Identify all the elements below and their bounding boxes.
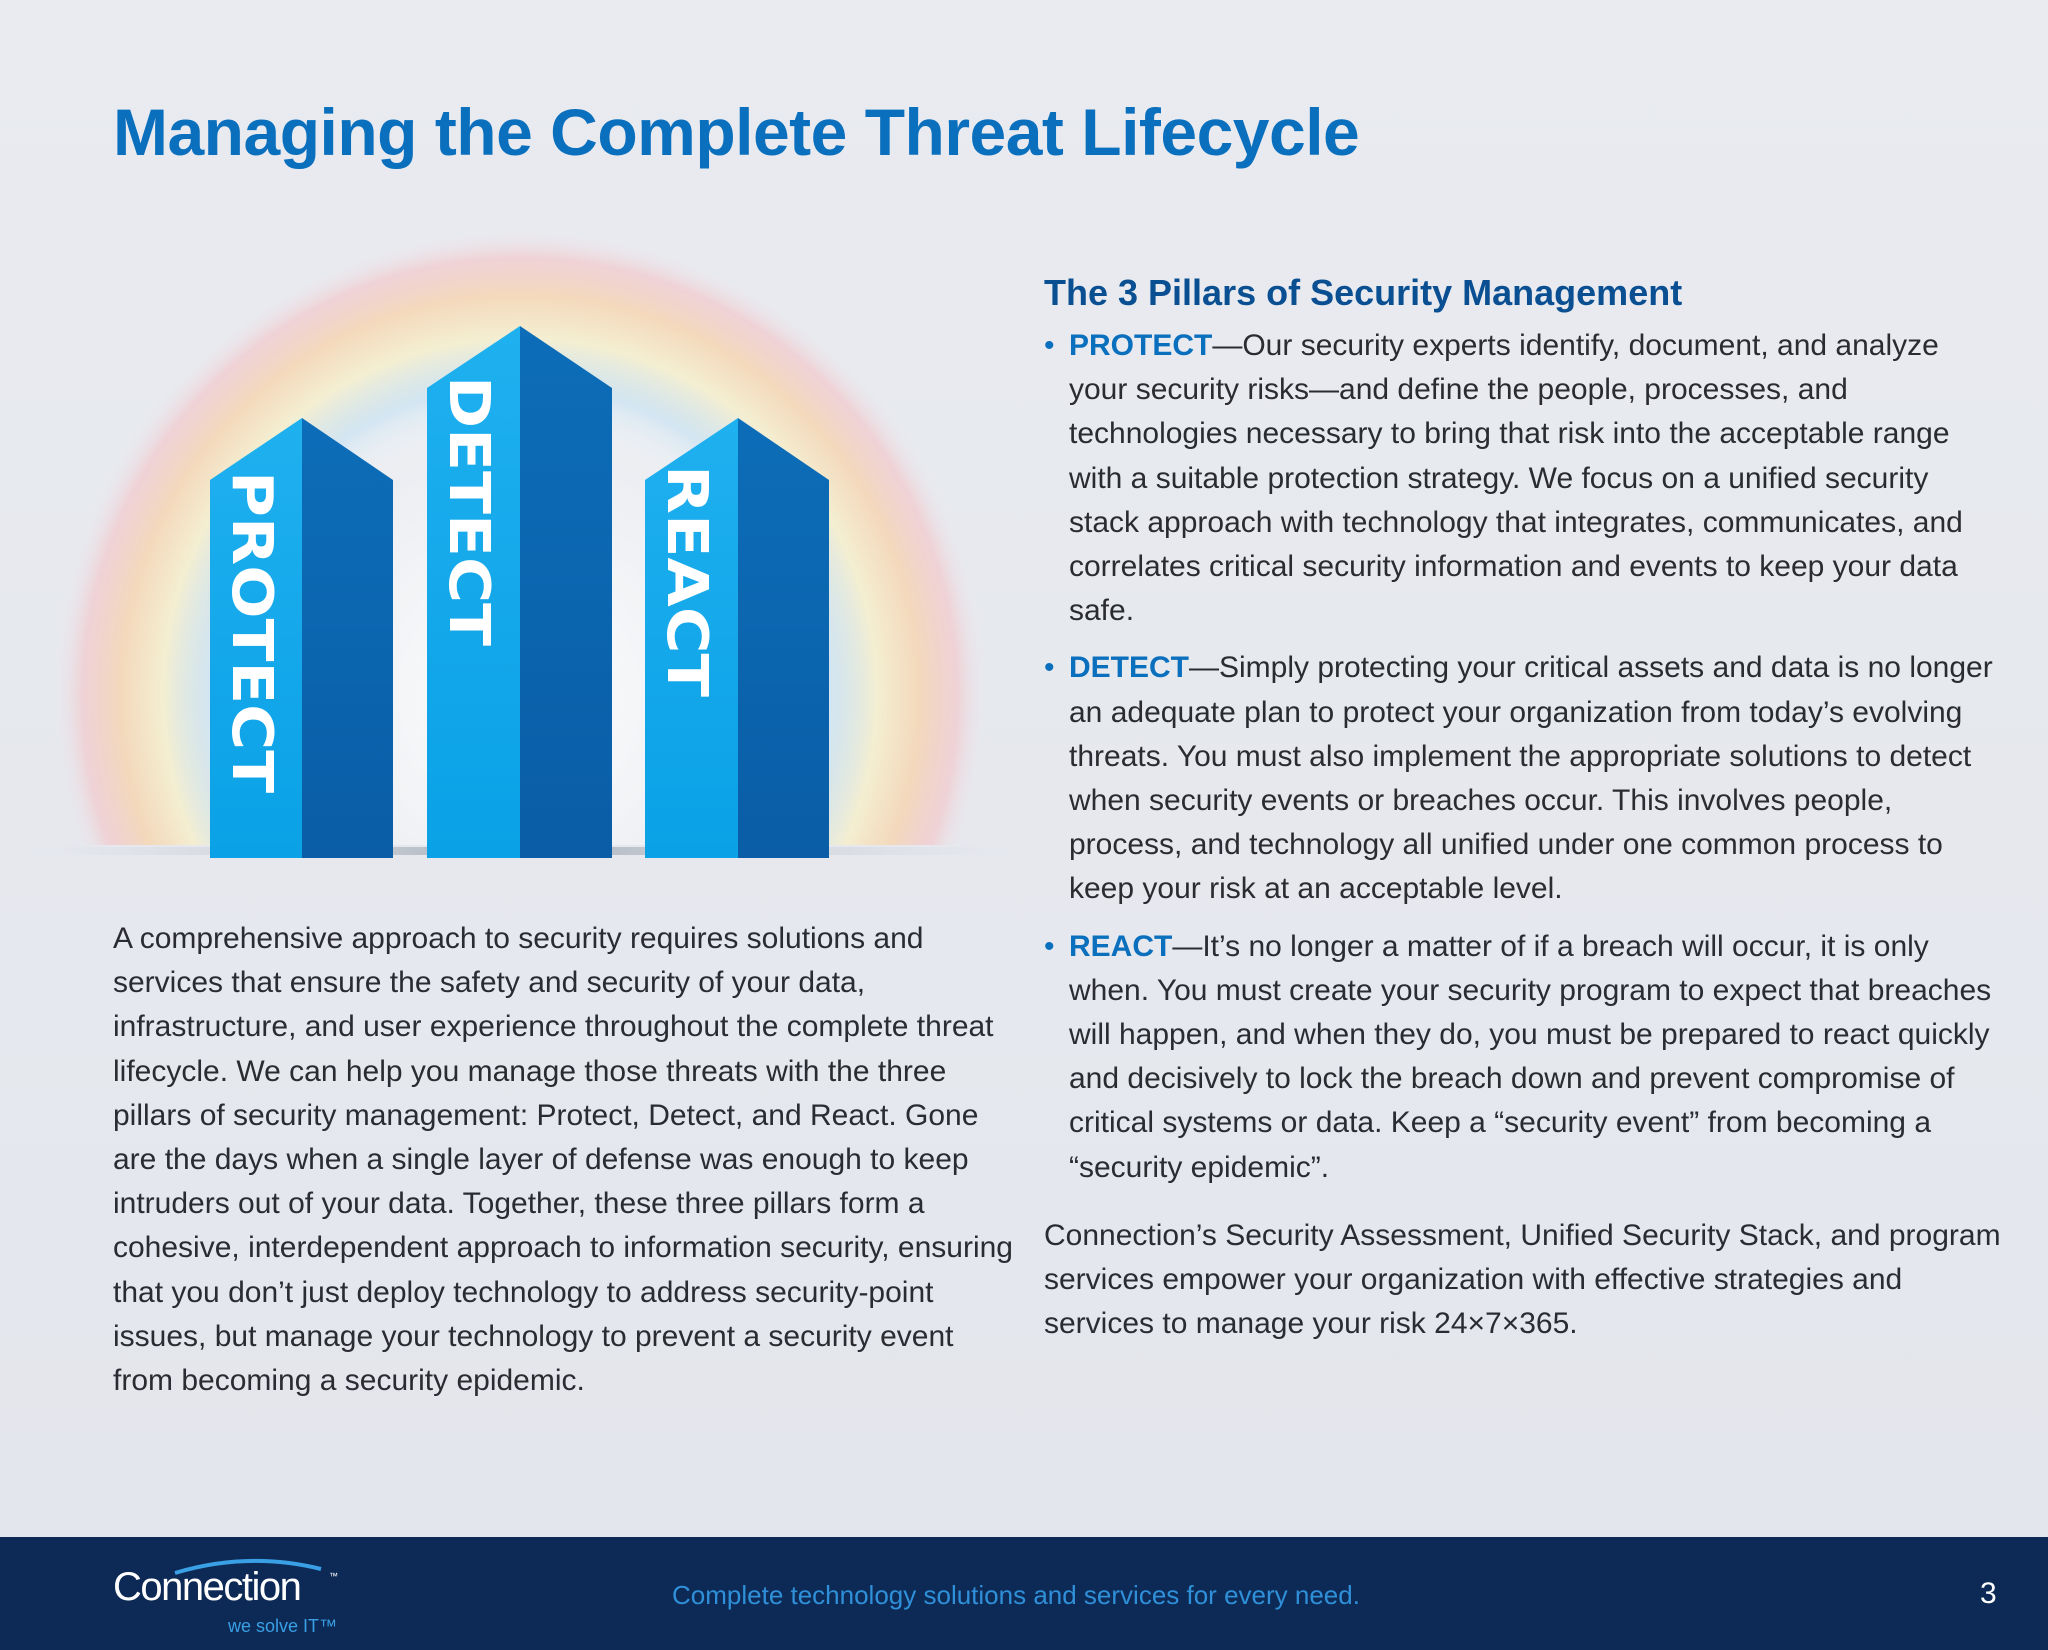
- pillar-react: [645, 418, 829, 858]
- pillar-name: REACT: [1069, 929, 1173, 963]
- logo-wordmark: Connection: [113, 1565, 301, 1609]
- footer-bar: [0, 1537, 2048, 1650]
- bullet-icon: •: [1044, 329, 1055, 362]
- page-number: 3: [1980, 1577, 1997, 1610]
- pillar-detect: [427, 326, 612, 858]
- pillars-heading: The 3 Pillars of Security Management: [1044, 272, 1683, 313]
- bullet-icon: •: [1044, 651, 1055, 685]
- logo-tagline: we solve IT™: [228, 1616, 338, 1636]
- intro-paragraph: A comprehensive approach to security requires solutions and services that ensure the safety and security of your data, infrastructure, and user experience throughout the complete threat lifecycle. We can help you manage those threats with the three pillars of security management: Protect, Detect, and React. Gone are the days when a single layer of defense was enough to keep intruders out of your data. Together, these three pillars form a cohesive, interdependent approach to information security, ensuring that you don’t just deploy technology to address security-point issues, but manage your technology to prevent a security event from becoming a security epidemic.: [113, 922, 1013, 1398]
- closing-paragraph: Connection’s Security Assessment, Unified Security Stack, and program services empower your organization with effective strategies and services to manage your risk 24×7×365.: [1044, 1218, 2001, 1341]
- pillar-item-react: [1044, 925, 2004, 1190]
- pillar-item-detect: [1044, 646, 2004, 911]
- logo-trademark: ™: [329, 1571, 338, 1581]
- pillar-protect-label: PROTECT: [219, 471, 284, 759]
- pillar-description: —Our security experts identify, document, and analyze your security risks—and define the people, processes, and technologies necessary to bring that risk into the acceptable range with a suitable protection strategy. We focus on a unified security stack approach with technology that integrates, communicates, and correlates critical security information and events to keep your data safe.: [1069, 329, 1963, 628]
- pillar-description: —It’s no longer a matter of if a breach will occur, it is only when. You must create your security program to expect that breaches will happen, and when they do, you must be prepared to react quickly and decisively to lock the breach down and prevent compromise of critical systems or data. Keep a “security event” from becoming a “security epidemic”.: [1069, 929, 1992, 1184]
- three-pillars-illustration: [20, 225, 1020, 885]
- connection-logo[interactable]: [113, 1565, 363, 1640]
- pillars-section: [1044, 272, 2004, 1346]
- footer-tagline: Complete technology solutions and services for every need.: [672, 1580, 1360, 1610]
- pillar-react-label: REACT: [654, 465, 719, 670]
- page-title: Managing the Complete Threat Lifecycle: [113, 95, 1360, 169]
- pillar-detect-label: DETECT: [436, 376, 501, 617]
- pillars-list: [1044, 324, 2004, 1190]
- pillar-name: DETECT: [1069, 651, 1189, 685]
- pillar-item-protect: [1044, 324, 2004, 633]
- bullet-icon: •: [1044, 929, 1055, 963]
- pillar-protect: [210, 418, 393, 858]
- pillar-description: —Simply protecting your critical assets and data is no longer an adequate plan to protect your organization from today’s evolving threats. You must also implement the appropriate solutions to detect when security events or breaches occur. This involves people, process, and technology all unified under one common process to keep your risk at an acceptable level.: [1069, 651, 1993, 906]
- pillar-name: PROTECT: [1069, 329, 1213, 362]
